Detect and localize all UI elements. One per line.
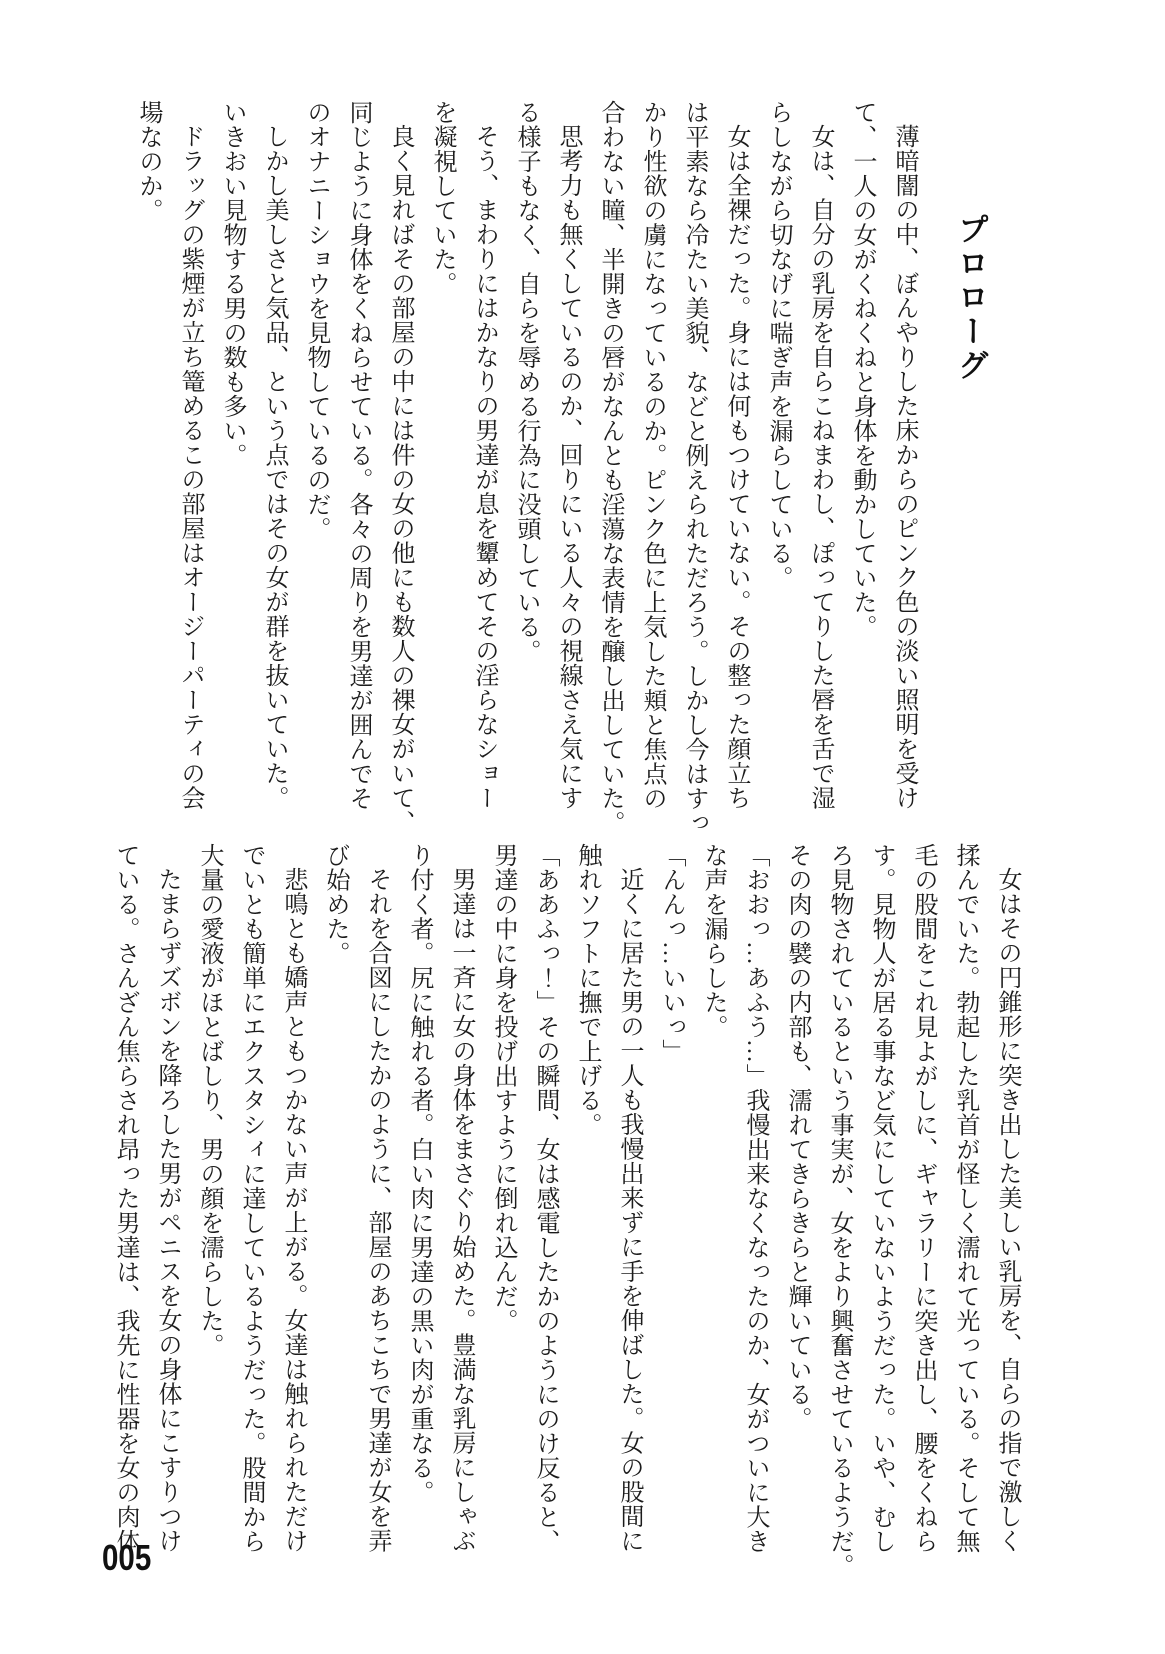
text-column: 場なのか。 <box>135 100 161 223</box>
text-column: 思考力も無くしているのか、回りにいる人々の視線さえ気にす <box>555 124 581 810</box>
text-column: かり性欲の虜になっているのか。ピンク色に上気した頬と焦点の <box>639 100 665 811</box>
text-column: その肉の襞の内部も、濡れてきらきらと輝いている。 <box>784 843 810 1431</box>
text-column: 女は全裸だった。身には何もつけていない。その整った顔立ち <box>723 124 749 810</box>
text-column: それを合図にしたかのように、部屋のあちこちで男達が女を弄 <box>364 867 390 1553</box>
text-column: ろ見物されているという事実が、女をより興奮させているようだ。 <box>826 843 852 1578</box>
text-column: 「んんっ…いいっ」 <box>658 843 684 1064</box>
text-column: でいとも簡単にエクスタシィに達しているようだった。股間から <box>238 843 264 1554</box>
page-number: 005 <box>102 1537 152 1578</box>
text-column: のオナニーショウを見物しているのだ。 <box>303 100 329 541</box>
text-column: たまらずズボンを降ろした男がペニスを女の身体にこすりつけ <box>154 867 180 1553</box>
text-column: 男達の中に身を投げ出すように倒れ込んだ。 <box>490 843 516 1333</box>
text-column: る様子もなく、自らを辱める行為に没頭している。 <box>513 100 539 664</box>
text-column: 毛の股間をこれ見よがしに、ギャラリーに突き出し、腰をくねら <box>910 843 936 1554</box>
text-column: 女はその円錐形に突き出した美しい乳房を、自らの指で激しく <box>994 867 1020 1553</box>
text-column: そう、まわりにはかなりの男達が息を顰めてその淫らなショー <box>471 124 497 810</box>
lower-text-block <box>104 843 1028 1583</box>
text-column: な声を漏らした。 <box>700 843 726 1039</box>
text-column: 合わない瞳、半開きの唇がなんとも淫蕩な表情を醸し出していた。 <box>597 100 623 835</box>
text-column: 良く見ればその部屋の中には件の女の他にも数人の裸女がいて、 <box>387 124 413 835</box>
text-column: す。見物人が居る事など気にしていないようだった。いや、むし <box>868 843 894 1554</box>
text-column: 大量の愛液がほとばしり、男の顔を濡らした。 <box>196 843 222 1358</box>
chapter-title: プロローグ <box>953 213 988 383</box>
text-column: ドラッグの紫煙が立ち篭めるこの部屋はオージーパーティの会 <box>177 124 203 810</box>
text-column: り付く者。尻に触れる者。白い肉に男達の黒い肉が重なる。 <box>406 843 432 1505</box>
text-column: いきおい見物する男の数も多い。 <box>219 100 245 468</box>
text-column: 同じように身体をくねらせている。各々の周りを男達が囲んでそ <box>345 100 371 811</box>
text-column: らしながら切なげに喘ぎ声を漏らしている。 <box>765 100 791 590</box>
text-column: ている。さんざん焦らされ昂った男達は、我先に性器を女の肉体 <box>112 843 138 1554</box>
text-column: 近くに居た男の一人も我慢出来ずに手を伸ばした。女の股間に <box>616 867 642 1553</box>
text-column: 薄暗闇の中、ぼんやりした床からのピンク色の淡い照明を受け <box>891 124 917 810</box>
upper-text-block <box>127 100 925 860</box>
text-column: て、一人の女がくねくねと身体を動かしていた。 <box>849 100 875 639</box>
text-column: 男達は一斉に女の身体をまさぐり始めた。豊満な乳房にしゃぶ <box>448 867 474 1553</box>
text-column: び始めた。 <box>322 843 348 966</box>
text-column: を凝視していた。 <box>429 100 455 296</box>
text-column: 女は、自分の乳房を自らこねまわし、ぽってりした唇を舌で湿 <box>807 124 833 810</box>
text-column: 触れソフトに撫で上げる。 <box>574 843 600 1137</box>
text-column: は平素なら冷たい美貌、などと例えられただろう。しかし今はすっ <box>681 100 707 835</box>
text-column: しかし美しさと気品、という点ではその女が群を抜いていた。 <box>261 124 287 810</box>
text-column: 「おおっ…あふう…」我慢出来なくなったのか、女がついに大き <box>742 843 768 1554</box>
text-column: 悲鳴とも嬌声ともつかない声が上がる。女達は触れられただけ <box>280 867 306 1553</box>
text-column: 「ああふっ！」その瞬間、女は感電したかのようにのけ反ると、 <box>532 843 558 1554</box>
text-column: 揉んでいた。勃起した乳首が怪しく濡れて光っている。そして無 <box>952 843 978 1554</box>
